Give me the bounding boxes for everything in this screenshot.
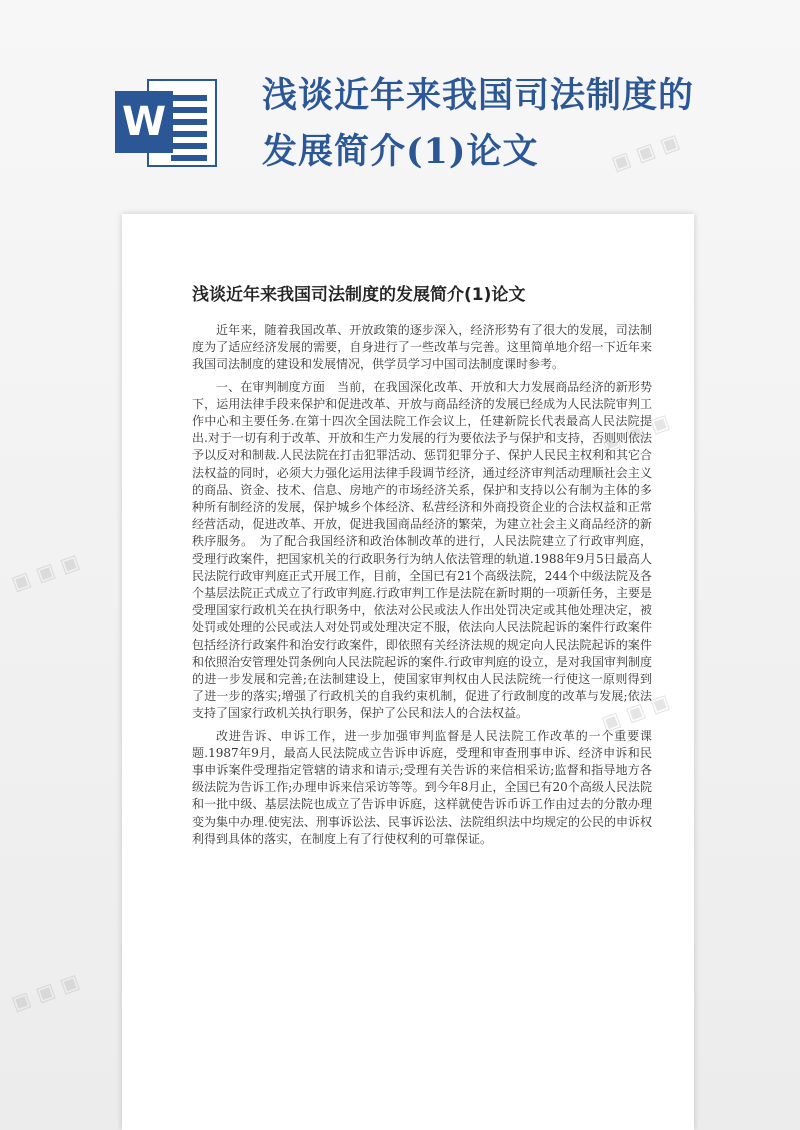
watermark-mark: ▣ ▣ ▣ <box>8 968 83 1016</box>
document-page <box>122 214 694 1130</box>
cover-title: 浅谈近年来我国司法制度的发展简介(1)论文 <box>262 75 695 172</box>
watermark-mark: ▣ ▣ ▣ <box>8 548 83 596</box>
document-title: 浅谈近年来我国司法制度的发展简介(1)论文 <box>192 285 526 305</box>
paragraph-appeal-work: 改进告诉、申诉工作，进一步加强审判监督是人民法院工作改革的一个重要课题.1987年9月，最高人民法院成立告诉申诉庭，受理和审查刑事申诉、经济申诉和民事申诉案件受理指定管辖的请求和请示;受理有关告诉的来信相采访;监督和指导地方各级法院为告诉工作;办理申诉来信采访等等。到今年8月止，全国已有20个高级人民法院和一批中级、基层法院也成立了告诉申诉庭，这样就使告诉币诉工作由过去的分散办理变为集中办理.使宪法、刑事诉讼法、民事诉讼法、法院组织法中均规定的公民的申诉权利得到具体的落实，在制度上有了行使权利的可靠保证。 <box>192 728 652 846</box>
document-body <box>192 322 652 853</box>
word-letter-badge: W <box>115 91 173 153</box>
paragraph-intro: 近年来，随着我国改革、开放政策的逐步深入，经济形势有了很大的发展，司法制度为了适应经济发展的需要，自身进行了一些改革与完善。这里简单地介绍一下近年来我国司法制度的建设和发展情况，供学员学习中国司法制度课时参考。 <box>192 323 652 372</box>
watermark-mark: ▣ ▣ ▣ <box>598 688 673 736</box>
word-document-icon <box>111 73 219 173</box>
watermark-mark: ▣ ▣ ▣ <box>608 128 683 176</box>
paragraph-trial-system: 一、在审判制度方面 当前，在我国深化改革、开放和大力发展商品经济的新形势下，运用法律手段来保护和促进改革、开放与商品经济的发展已经成为人民法院审判工作中心和主要任务.在第十四次全国法院工作会议上，任建新院长代表最高人民法院提出.对于一切有利于改革、开放和生产力发展的行为要依法予与保护和支持，否则则依法予以反对和制裁.人民法院在打击犯罪活动、惩罚犯罪分子、保护人民民主权利和其它合法权益的同时，必须大力强化运用法律手段调节经济，通过经济审判活动理顺社会主义的商品、资金、技术、信息、房地产的市场经济关系，保护和支持以公有制为主体的多种所有制经济的发展，保护城乡个体经济、私营经济和外商投资企业的合法权益和正常经营活动，促进改革、开放，促进我国商品经济的繁荣，为建立社会主义商品经济的新秩序服务。 为了配合我国经济和政治体制改革的进行，人民法院建立了行政审判庭，受理行政案件，把国家机关的行政职务行为纳人依法管理的轨道.1988年9月5日最高人民法院行政审判庭正式开展工作，目前，全国已有21个高级法院，244个中级法院及各个基层法院正式成立了行政审判庭.行政审判工作是法院在新时期的一项新任务，主要是受理国家行政机关在执行职务中，依法对公民或法人作出处罚决定或其他处理决定，被处罚或处理的公民或法人对处罚或处理决定不服，依法向人民法院起诉的案件行政案件包括经济行政案件和治安行政案件，即依照有关经济法规的规定向人民法院起诉的案件和依照治安管理处罚条例向人民法院起诉的案件.行政审判庭的设立，是对我国审判制度的进一步发展和完善;在法制建设上，使国家审判权由人民法院统一行使这一原则得到了进一步的落实;增强了行政机关的自我约束机制，促进了行政制度的改革与发展;依法支持了国家行政机关执行职务，保护了公民和法人的合法权益。 <box>192 379 652 721</box>
watermark-mark: ▣ ▣ ▣ <box>598 408 673 456</box>
